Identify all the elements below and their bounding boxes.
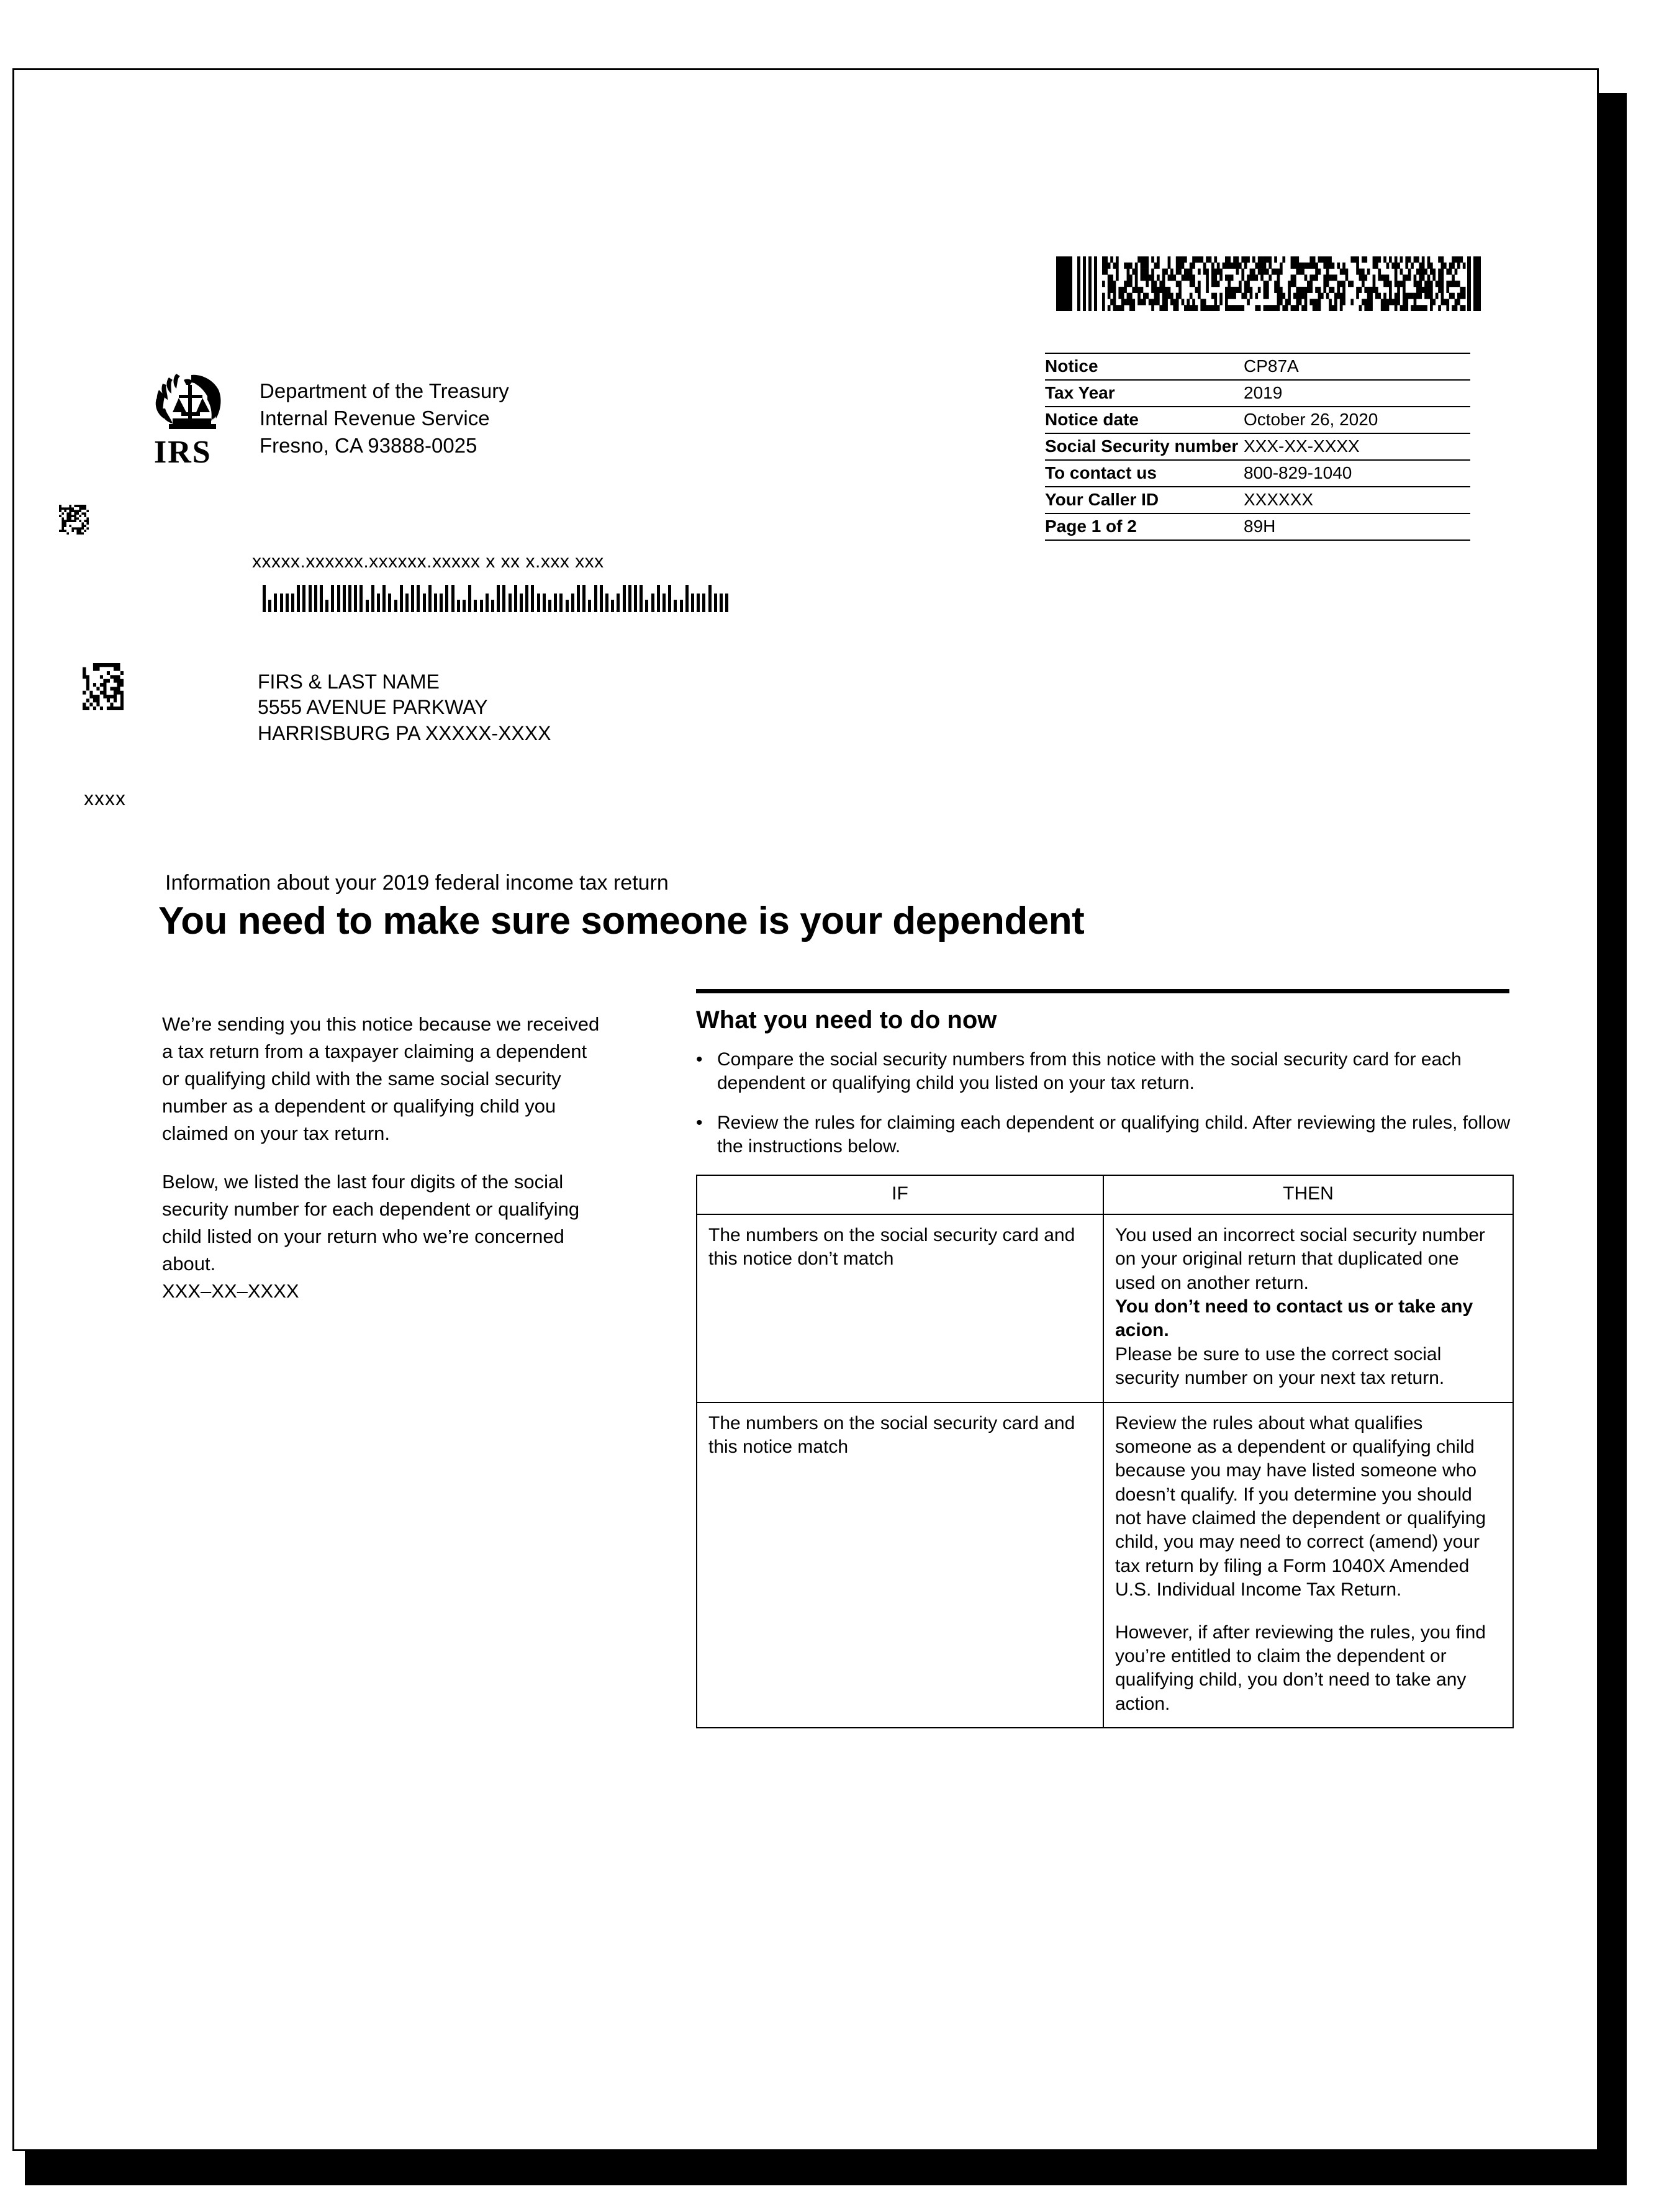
list-item-text: Review the rules for claiming each dependent or qualifying child. After reviewing the rules, follow the instructions below. <box>717 1113 1511 1157</box>
notice-info-value: XXXXXX <box>1244 490 1314 509</box>
notice-info-row <box>1045 406 1470 433</box>
if-then-table <box>696 1175 1514 1728</box>
irs-wordmark: IRS <box>154 435 212 470</box>
irs-eagle-seal-icon <box>154 371 235 440</box>
list-item <box>696 1111 1516 1158</box>
table-cell-text: Review the rules about what qualifies someone as a dependent or qualifying child because you may have listed someone who doesn’t qualify. If you determine you should not have claimed the dependent or qualifying child, you may need to correct (amend) your tax return by filing a Form 1040X Amended U.S. Individual Income Tax Return. <box>1115 1412 1486 1600</box>
section-heading: What you need to do now <box>696 1006 997 1034</box>
barcode-2d-icon <box>1051 256 1486 311</box>
notice-kicker: Information about your 2019 federal income tax return <box>165 871 669 895</box>
notice-info-label: Notice <box>1045 356 1098 376</box>
notice-info-row <box>1045 513 1470 541</box>
addressee-block <box>258 669 816 746</box>
table-row <box>697 1214 1513 1402</box>
table-row <box>697 1402 1513 1728</box>
bullet-icon: • <box>696 1113 703 1134</box>
notice-info-row <box>1045 353 1470 379</box>
explanation-paragraph: Below, we listed the last four digits of the social security number for each dependent or qualifying child listed on your return who we’re concerned about. <box>162 1171 580 1275</box>
notice-info-label: Page 1 of 2 <box>1045 517 1137 536</box>
explanation-column <box>162 1011 609 1305</box>
notice-info-row <box>1045 486 1470 513</box>
explanation-paragraph: We’re sending you this notice because we received a tax return from a taxpayer claiming a dependent or qualifying child with the same social security number as a dependent or qualifying child you claimed on your tax return. <box>162 1013 600 1145</box>
addressee-street: 5555 AVENUE PARKWAY <box>258 696 488 719</box>
notice-info-row <box>1045 433 1470 459</box>
header-divider <box>696 989 1509 993</box>
addressee-name: FIRS & LAST NAME <box>258 670 440 693</box>
notice-info-table <box>1045 353 1470 541</box>
column-header-then: THEN <box>1103 1175 1513 1214</box>
table-cell-if: The numbers on the social security card and this notice don’t match <box>697 1214 1103 1402</box>
notice-info-label: To contact us <box>1045 463 1157 482</box>
paragraph-spacer <box>1115 1602 1501 1621</box>
agency-bureau: Internal Revenue Service <box>260 406 490 430</box>
table-cell-then <box>1103 1214 1513 1402</box>
notice-info-value: 89H <box>1244 517 1276 536</box>
table-cell-if: The numbers on the social security card and this notice match <box>697 1402 1103 1728</box>
notice-info-label: Your Caller ID <box>1045 490 1159 509</box>
addressee-city-state-zip: HARRISBURG PA XXXXX-XXXX <box>258 721 551 744</box>
table-cell-text: You used an incorrect social security number on your original return that duplicated one used on another return. <box>1115 1224 1485 1293</box>
list-item <box>696 1048 1516 1095</box>
datamatrix-icon <box>59 505 89 535</box>
agency-office-address: Fresno, CA 93888-0025 <box>260 433 477 457</box>
notice-info-row <box>1045 379 1470 406</box>
column-header-if: IF <box>697 1175 1103 1214</box>
corner-mark: xxxx <box>84 787 126 810</box>
table-cell-then <box>1103 1402 1513 1728</box>
notice-info-label: Tax Year <box>1045 383 1115 402</box>
notice-info-value: October 26, 2020 <box>1244 410 1378 429</box>
bullet-icon: • <box>696 1049 703 1070</box>
notice-info-row <box>1045 459 1470 486</box>
listed-ssn: XXX–XX–XXXX <box>162 1280 299 1302</box>
table-cell-text: Please be sure to use the correct social security number on your next tax return. <box>1115 1343 1445 1389</box>
notice-info-value: 2019 <box>1244 383 1283 402</box>
table-header-row <box>697 1175 1513 1214</box>
agency-department: Department of the Treasury <box>260 379 509 402</box>
notice-info-label: Notice date <box>1045 410 1139 429</box>
notice-info-value: CP87A <box>1244 356 1299 376</box>
datamatrix-icon <box>83 663 124 710</box>
table-cell-text: However, if after reviewing the rules, you find you’re entitled to claim the dependent or qualifying child, you don’t need to take any action. <box>1115 1622 1486 1714</box>
notice-info-value: XXX-XX-XXXX <box>1244 436 1360 456</box>
table-cell-emphasis: You don’t need to contact us or take any acion. <box>1115 1296 1473 1341</box>
action-column <box>696 1006 1516 1728</box>
agency-address-block <box>260 377 644 459</box>
page-title: You need to make sure someone is your dependent <box>158 900 1085 942</box>
notice-info-label: Social Security number <box>1045 436 1239 456</box>
postnet-barcode-icon <box>263 582 735 612</box>
mail-routing-code: xxxxx.xxxxxx.xxxxxx.xxxxx x xx x.xxx xxx <box>252 551 604 572</box>
notice-info-value: 800-829-1040 <box>1244 463 1352 482</box>
list-item-text: Compare the social security numbers from this notice with the social security card for each dependent or qualifying child you listed on your tax return. <box>717 1049 1462 1094</box>
notice-page <box>12 68 1599 2151</box>
